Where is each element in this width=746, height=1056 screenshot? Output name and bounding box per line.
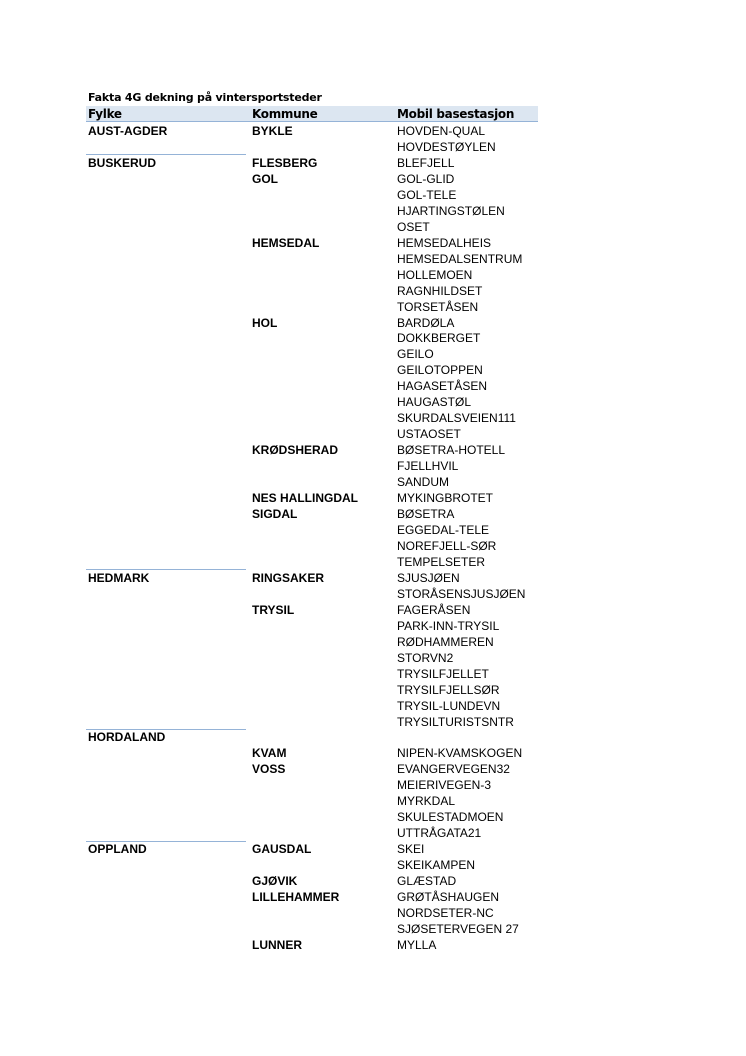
table-row [0,921,746,937]
stasjon-cell: SJØSETERVEGEN 27 [397,922,519,936]
table-row [0,761,746,777]
stasjon-cell: UTTRÅGATA21 [397,826,482,841]
table-row [0,777,746,793]
table-row [0,219,746,235]
stasjon-cell: TRYSILFJELLSØR [397,682,500,697]
fylke-cell: HORDALAND [88,730,166,745]
stasjon-cell: RAGNHILDSET [397,283,483,298]
kommune-cell: LUNNER [252,937,302,952]
table-row [0,698,746,714]
kommune-cell: KVAM [252,746,287,761]
header-stasjon: Mobil basestasjon [397,107,515,121]
table-row [0,937,746,953]
kommune-cell: RINGSAKER [252,570,325,585]
kommune-cell: BYKLE [252,124,293,138]
table-row [0,873,746,889]
table-row [0,155,746,171]
stasjon-cell: TEMPELSETER [397,554,486,569]
kommune-cell: GJØVIK [252,874,298,889]
stasjon-cell: NORDSETER-NC [397,906,494,921]
stasjon-cell: SKULESTADMOEN [397,810,504,825]
stasjon-cell: BØSETRA-HOTELL [397,443,506,458]
stasjon-cell: STORÅSENSJUSJØEN [397,586,526,601]
stasjon-cell: SJUSJØEN [397,570,460,585]
stasjon-cell: FAGERÅSEN [397,602,471,617]
table-row [0,442,746,458]
table-row [0,474,746,490]
stasjon-cell: GLÆSTAD [397,874,457,889]
table-row [0,490,746,506]
table-row [0,235,746,251]
stasjon-cell: HJARTINGSTØLEN [397,203,505,218]
table-row [0,570,746,586]
table-row [0,682,746,698]
table-row [0,634,746,650]
stasjon-cell: USTAOSET [397,427,461,442]
stasjon-cell: SKEI [397,842,425,857]
stasjon-cell: TRYSILTURISTSNTR [397,714,514,729]
table-row [0,714,746,730]
table-row [0,267,746,283]
stasjon-cell: MEIERIVEGEN-3 [397,778,492,793]
table-row [0,857,746,873]
stasjon-cell: TRYSIL-LUNDEVN [397,698,501,713]
stasjon-cell: GEILO [397,347,434,362]
table-row [0,905,746,921]
table-row [0,618,746,634]
table-row [0,139,746,155]
stasjon-cell: DOKKBERGET [397,331,481,346]
header-fylke: Fylke [88,107,122,121]
stasjon-cell: HAGASETÅSEN [397,379,488,394]
table-row [0,123,746,139]
document-title: Fakta 4G dekning på vintersportsteder [88,91,322,104]
stasjon-cell: NOREFJELL-SØR [397,538,497,553]
stasjon-cell: MYRKDAL [397,794,456,809]
table-row [0,171,746,187]
fylke-cell: BUSKERUD [88,155,157,170]
stasjon-cell: BLEFJELL [397,155,455,170]
stasjon-cell: TORSETÅSEN [397,299,479,314]
table-row [0,506,746,522]
stasjon-cell: EVANGERVEGEN32 [397,762,510,777]
kommune-cell: HEMSEDAL [252,235,320,250]
stasjon-cell: HAUGASTØL [397,395,472,410]
table-row [0,346,746,362]
stasjon-cell: HOVDEN-QUAL [397,124,486,138]
table-row [0,586,746,602]
stasjon-cell: TRYSILFJELLET [397,666,489,681]
stasjon-cell: MYKINGBROTET [397,491,494,506]
stasjon-cell: SKEIKAMPEN [397,858,476,873]
stasjon-cell: FJELLHVIL [397,459,459,474]
table-row [0,809,746,825]
header-kommune: Kommune [252,107,318,121]
stasjon-cell: GEILOTOPPEN [397,363,483,378]
table-row [0,378,746,394]
stasjon-cell: GOL-TELE [397,187,457,202]
kommune-cell: SIGDAL [252,507,298,522]
table-row [0,538,746,554]
stasjon-cell: BARDØLA [397,315,455,330]
table-row [0,187,746,203]
fylke-cell: HEDMARK [88,570,150,585]
kommune-cell: VOSS [252,762,286,777]
table-row [0,554,746,570]
stasjon-cell: SANDUM [397,475,450,490]
table-row [0,745,746,761]
kommune-cell: KRØDSHERAD [252,443,339,458]
table-row [0,522,746,538]
stasjon-cell: NIPEN-KVAMSKOGEN [397,746,523,761]
kommune-cell: FLESBERG [252,155,318,170]
stasjon-cell: BØSETRA [397,507,455,522]
stasjon-cell: SKURDALSVEIEN111 [397,411,516,426]
stasjon-cell: GRØTÅSHAUGEN [397,890,500,905]
table-row [0,825,746,841]
stasjon-cell: EGGEDAL-TELE [397,523,490,537]
fylke-cell: OPPLAND [88,842,147,857]
kommune-cell: GOL [252,171,278,186]
table-row [0,315,746,331]
table-row [0,330,746,346]
stasjon-cell: HEMSEDALHEIS [397,235,492,250]
stasjon-cell: PARK-INN-TRYSIL [397,618,500,633]
stasjon-cell: HEMSEDALSENTRUM [397,251,523,266]
stasjon-cell: STORVN2 [397,650,454,665]
stasjon-cell: RØDHAMMEREN [397,634,494,649]
fylke-cell: AUST-AGDER [88,124,168,138]
stasjon-cell: OSET [397,219,430,234]
stasjon-cell: HOVDESTØYLEN [397,139,496,154]
table-row [0,394,746,410]
kommune-cell: HOL [252,315,278,330]
kommune-cell: NES HALLINGDAL [252,491,358,506]
table-row [0,793,746,809]
table-row [0,426,746,442]
kommune-cell: TRYSIL [252,602,295,617]
table-row [0,458,746,474]
table-row [0,410,746,426]
table-row [0,203,746,219]
table-row [0,362,746,378]
kommune-cell: GAUSDAL [252,842,312,857]
table-row [0,299,746,315]
table-row [0,889,746,905]
table-row [0,602,746,618]
table-row [0,666,746,682]
kommune-cell: LILLEHAMMER [252,890,340,905]
table-row [0,729,746,745]
table-row [0,251,746,267]
stasjon-cell: GOL-GLID [397,171,455,186]
stasjon-cell: MYLLA [397,937,437,952]
table-row [0,841,746,857]
table-row [0,650,746,666]
stasjon-cell: HOLLEMOEN [397,267,473,282]
table-row [0,283,746,299]
